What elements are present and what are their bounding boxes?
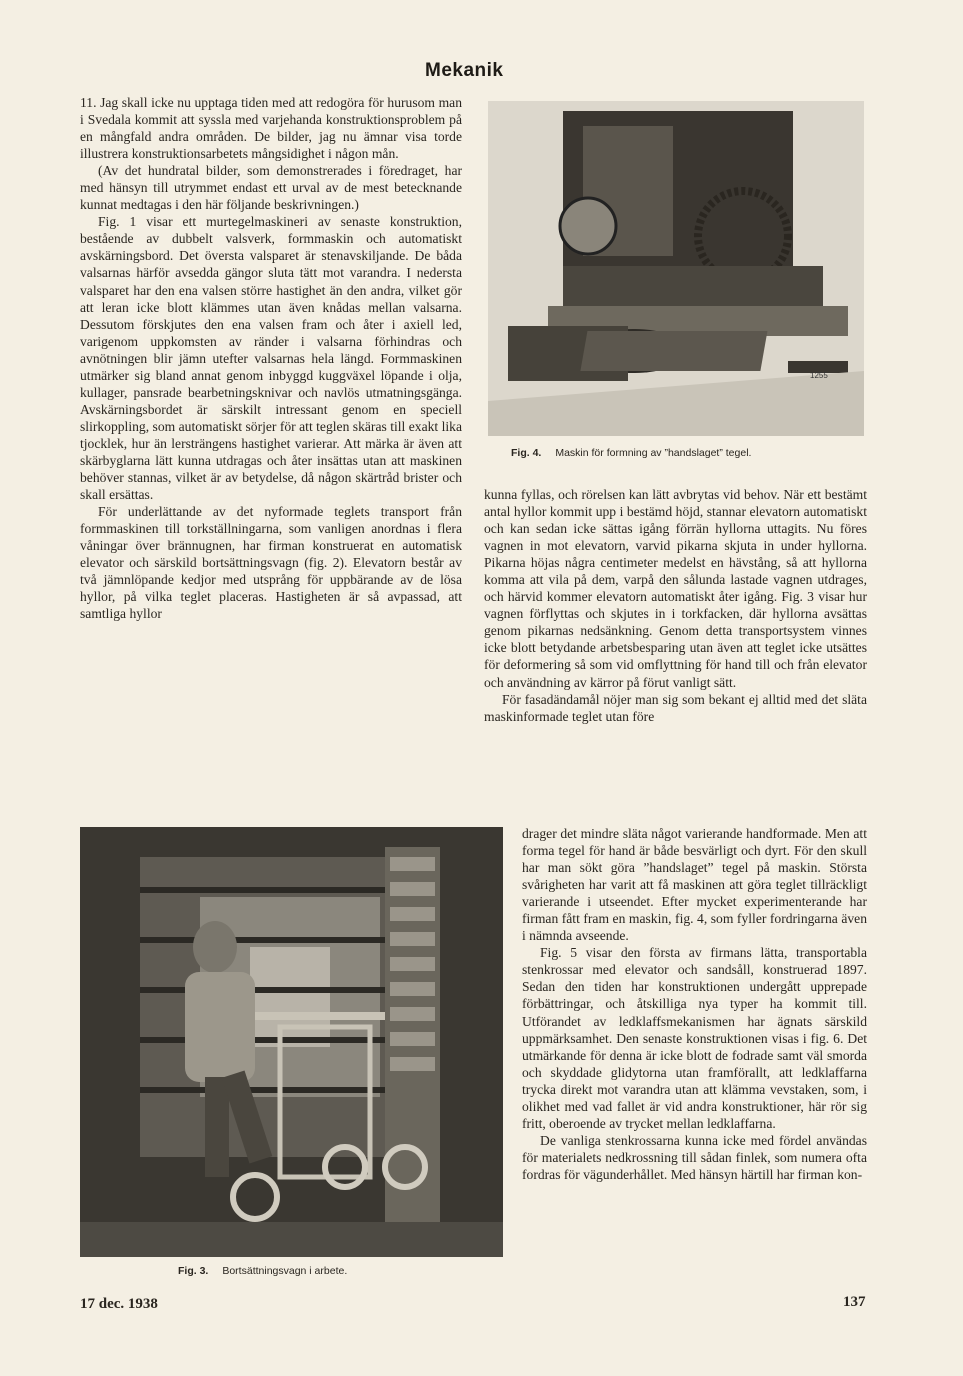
plate-number: 1255 (810, 371, 828, 380)
figure-4-caption (511, 447, 751, 459)
paragraph: De vanliga stenkrossarna kunna icke med fördel användas för materialets nedkrossning till sådan finlek, som numera ofta fordras för vägunderhållet. Med hänsyn härtill har firman kon- (522, 1132, 867, 1182)
figure-4-image (488, 101, 864, 436)
left-column (80, 94, 462, 622)
paragraph: Fig. 5 visar den första av firmans lätta, transportabla stenkrossar med elevator och sandsåll, konstruerad 1897. Sedan den tiden har konstruktionen undergått upprepade förbättringar, och åtskilliga nya typer ha kommit till. Utförandet av ledklaffsmekanismen har ägnats särskild uppmärksamhet. Den senaste konstruktionen visas i fig. 6. Det utmärkande för denna är icke blott de fodrade samt väl smorda och skyddade glidytorna utan framförallt, att ledklaffarna trycka direkt mot varandra utan att klämma vevstaken, som, i olikhet med vad fallet är vid andra konstruktioner, här rör sig fritt, oberoende av trycket mellan ledklaffarna. (522, 945, 867, 1131)
paragraph: Fig. 1 visar ett murtegelmaskineri av senaste konstruktion, bestående av dubbelt valsverk, formmaskin och automatiskt avskärningsbord. Det översta valsparet är stenavskiljande. De båda valsarnas härför avsedda gängor sluta tätt mot varandra. I nedersta valsparet har den ena valsen större hastighet än den andra, vilket gör att leran icke blott klämmes utan även knådas mellan valsarna. Dessutom förskjutes den ena valsen fram och åter i axiell led, varigenom uppkomsten av ränder i valsarna förhindras och avnötningen blir jämn utefter valsarnas hela längd. Formmaskinen utmärker sig bland annat genom inbyggd kuggväxel löpande i olja, kullager, pansrade bearbetningsknivar och navlös utmatningsgänga. Avskärningsbordet är särskilt intressant genom en speciell slirkoppling, som automatiskt sörjer för att teglen skäras till exakt lika tjocklek, hur än lersträngens hastighet varierar. Att märka är även att skärbyglarna lätt kunna utdragas och åter insättas utan att maskinen behöver stannas, vilket är av betydelse, då någon skärtråd brister och skall ersättas. (80, 214, 462, 503)
issue-date: 17 dec. 1938 (80, 1296, 158, 1312)
paragraph: drager det mindre släta något varierande handformade. Men att forma tegel för hand är både besvärligt och dyrt. För den skull har man sökt göra ”handslaget” tegel på maskin. Största svårigheten har varit att få maskinen att göra teglet tillräckligt varierande i utseendet. Efter mycket experimenterande har firman fått fram en maskin, fig. 4, som fyller fordringarna även i nämnda avseende. (522, 826, 867, 944)
right-column-narrow (522, 825, 867, 1183)
paragraph: kunna fyllas, och rörelsen kan lätt avbrytas vid behov. När ett bestämt antal hyllor kommit upp i bestämd höjd, stannar elevatorn automatiskt och kan sedan icke sättas igång förrän hyllorna uttagits. Nu föres vagnen in mot elevatorn, varvid pikarna skjuta in under hyllorna. Pikarna höjas några centimeter medelst en hävstång, så att hyllorna komma att vila på dem, varpå den sålunda lastade vagnen utdrages, och härvid kommer elevatorn automatiskt åter igång. Fig. 3 visar hur vagnen förflyttas och skjutes in i torkfacken, där hyllorna avsättas genom pikarnas nedsänkning. Genom detta transportsystem vinnes icke blott betydande arbetsbesparing utan även att teglet icke utsättes för deformering så som vid omflyttning för hand till och från elevator och användning av kärror på förut vanligt sätt. (484, 487, 867, 690)
figure-caption-text: Maskin för formning av ”handslaget” tegel. (555, 447, 752, 459)
paragraph: För fasadändamål nöjer man sig som bekant ej alltid med det släta maskinformade teglet utan före (484, 691, 867, 724)
worker-illustration (80, 827, 503, 1257)
figure-number: Fig. 3. (178, 1265, 209, 1277)
paragraph: För underlättande av det nyformade teglets transport från formmaskinen till torkställningarna, som vanligen anordnas i flera våningar över brännugnen, har firman konstruerat en automatisk elevator och särskild bortsättningsvagn (fig. 2). Elevatorn består av två jämnlöpande kedjor med utsprång för uppbärande av de lösa hyllor, på vilka teglet placeras. Hastigheten är så avpassad, att samtliga hyllor (80, 504, 462, 622)
paragraph: 11. Jag skall icke nu upptaga tiden med att redogöra för hurusom man i Svedala kommit att syssla med varjehanda konstruktionsproblem på en mångfald andra områden. De bilder, jag nu ämnar visa torde illustrera konstruktionsarbetets mångsidighet i någon mån. (80, 95, 462, 162)
machine-illustration (488, 101, 864, 436)
figure-number: Fig. 4. (511, 447, 542, 459)
section-header: Mekanik (425, 60, 504, 81)
paragraph: (Av det hundratal bilder, som demonstrerades i föredraget, har med hänsyn till utrymmet endast ett urval av de mest betecknande kunnat medtagas i den här följande beskrivningen.) (80, 163, 462, 213)
figure-3-image (80, 827, 503, 1257)
figure-3-caption (178, 1265, 347, 1277)
figure-caption-text: Bortsättningsvagn i arbete. (222, 1265, 348, 1277)
right-column (484, 486, 867, 725)
page-number: 137 (843, 1294, 866, 1310)
